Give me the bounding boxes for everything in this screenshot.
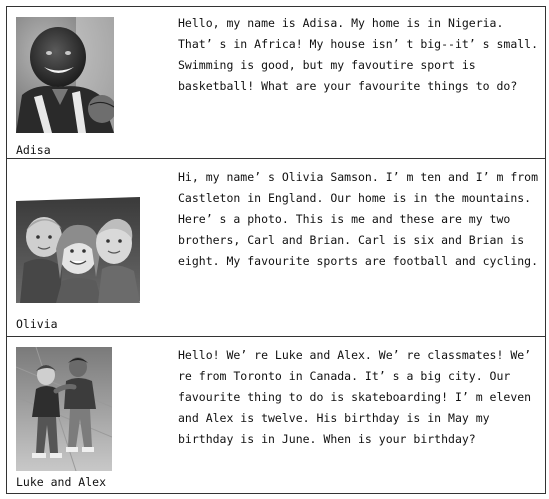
portrait-photo-boy-icon (16, 17, 114, 133)
adisa-photo (16, 17, 114, 133)
entry-row-olivia (7, 159, 545, 337)
portrait-photo-three-children-icon (16, 197, 140, 303)
olivia-photo (16, 197, 140, 303)
olivia-paragraph: Hi, my name’ s Olivia Samson. I’ m ten and I’ m from Castleton in England. Our home is in the mountains. Here’ s a photo. This is me and these are my two brothers, Carl and Brian. Carl is six and Brian is eight. My favourite sports are football and cycling. (178, 170, 539, 268)
luke-and-alex-paragraph: Hello! We’ re Luke and Alex. We’ re classmates! We’ re from Toronto in Canada. It’ s a big city. Our favourite thing to do is skateboarding! I’ m eleven and Alex is twelve. His birthday is in May my birthday is in June. When is your birthday? (178, 348, 532, 446)
portrait-photo-two-boys-icon (16, 347, 112, 471)
olivia-caption: Olivia (16, 317, 58, 331)
adisa-caption: Adisa (16, 143, 51, 157)
luke-and-alex-caption: Luke and Alex (16, 475, 107, 489)
entry-row-adisa (7, 7, 545, 159)
luke-and-alex-photo (16, 347, 112, 471)
adisa-paragraph: Hello, my name is Adisa. My home is in Nigeria. That’ s in Africa! My house isn’ t big--it’ s small. Swimming is good, but my favoutire sport is basketball! What are your favourite things to do? (178, 16, 539, 93)
pen-pal-table (6, 6, 546, 494)
entry-row-luke-and-alex (7, 337, 545, 493)
